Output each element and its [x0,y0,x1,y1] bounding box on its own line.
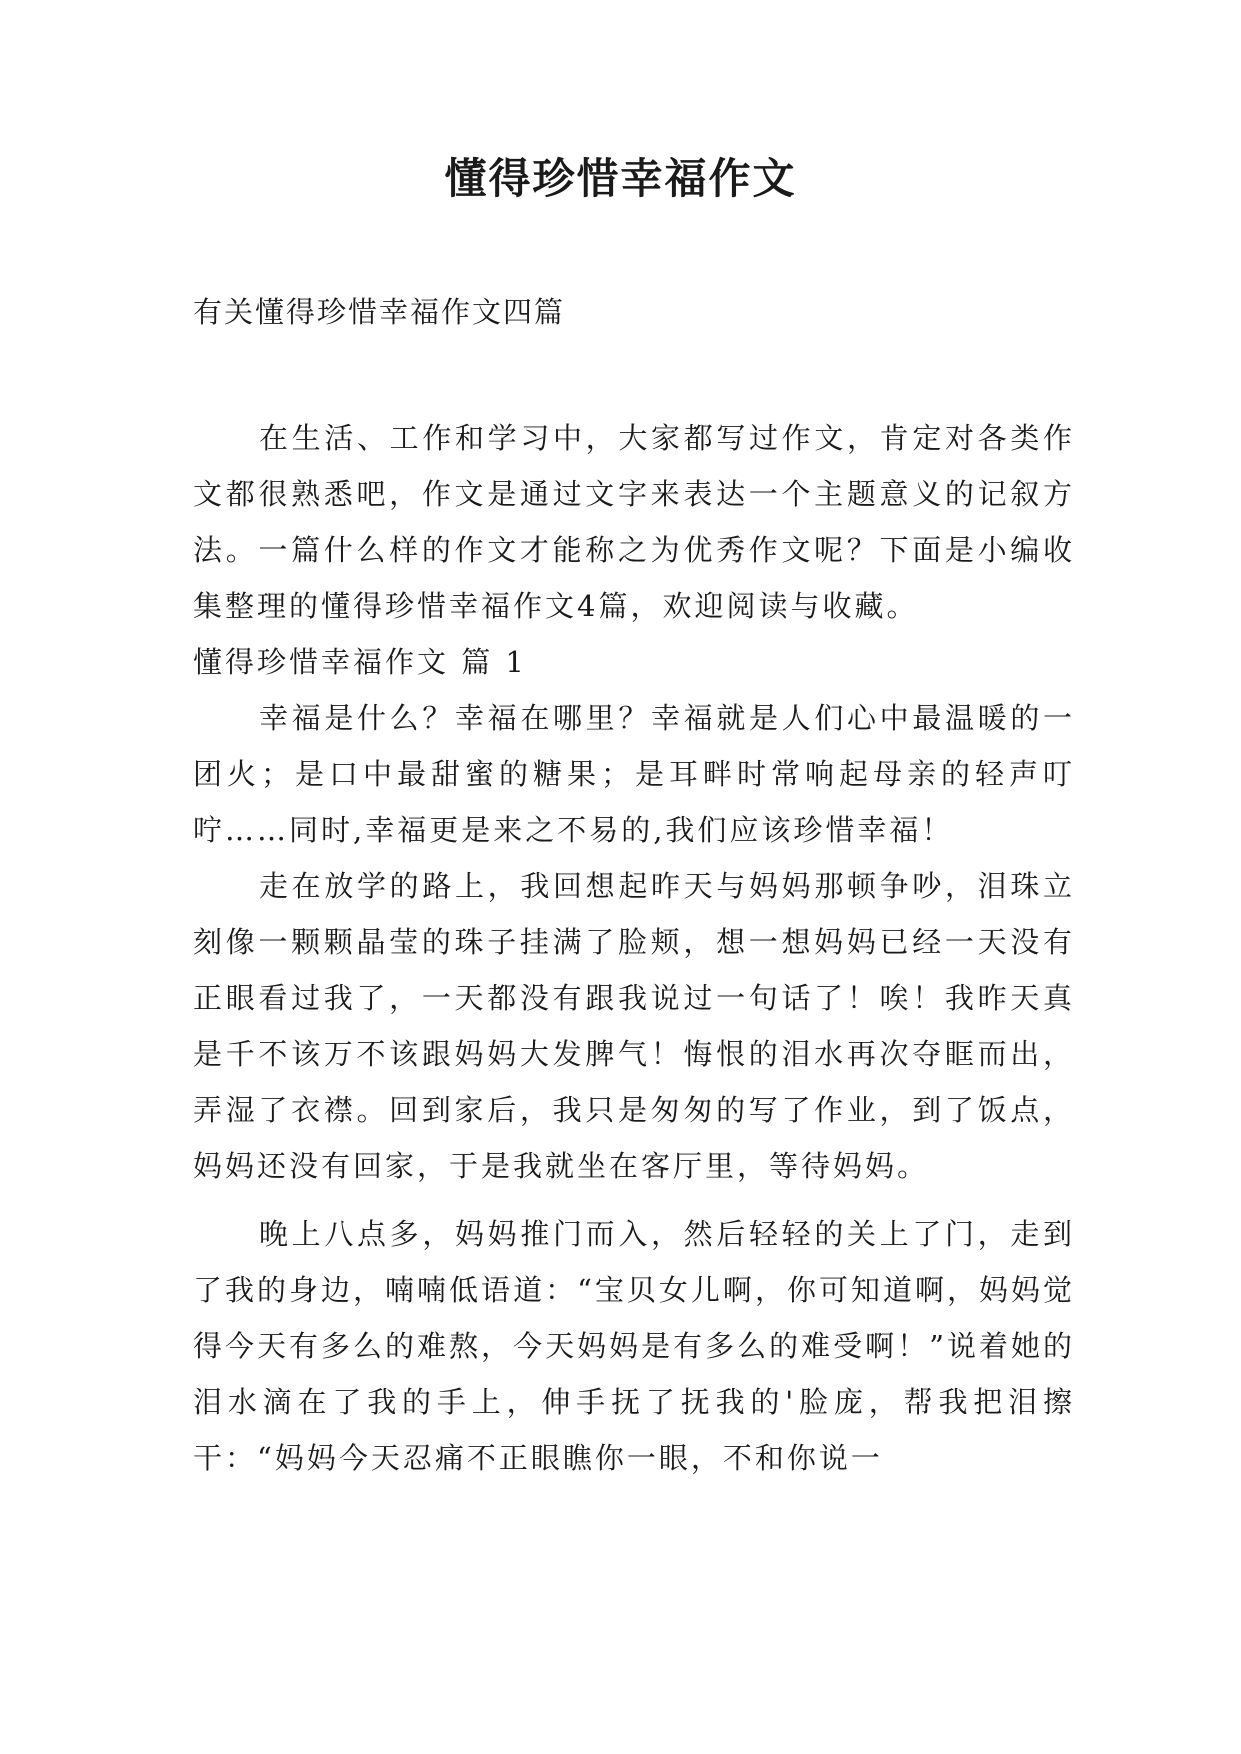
document-body [193,410,1075,1486]
body-paragraph: 走在放学的路上，我回想起昨天与妈妈那顿争吵，泪珠立刻像一颗颗晶莹的珠子挂满了脸颊，想一想妈妈已经一天没有正眼看过我了，一天都没有跟我说过一句话了！唉！我昨天真是千不该万不该跟妈妈大发脾气！悔恨的泪水再次夺眶而出，弄湿了衣襟。回到家后，我只是匆匆的写了作业，到了饭点，妈妈还没有回家，于是我就坐在客厅里，等待妈妈。 [193,869,1075,1183]
body-paragraph: 幸福是什么？幸福在哪里？幸福就是人们心中最温暖的一团火；是口中最甜蜜的糖果；是耳畔时常响起母亲的轻声叮咛……同时,幸福更是来之不易的,我们应该珍惜幸福！ [193,701,1075,847]
section-heading: 懂得珍惜幸福作文 篇 1 [193,645,527,679]
document-subtitle: 有关懂得珍惜幸福作文四篇 [193,295,566,329]
intro-paragraph: 在生活、工作和学习中，大家都写过作文，肯定对各类作文都很熟悉吧，作文是通过文字来表达一个主题意义的记叙方法。一篇什么样的作文才能称之为优秀作文呢？下面是小编收集整理的懂得珍惜幸福作文4篇，欢迎阅读与收藏。 [193,421,1075,623]
document-title: 懂得珍惜幸福作文 [444,154,797,203]
body-paragraph: 晚上八点多，妈妈推门而入，然后轻轻的关上了门，走到了我的身边，喃喃低语道：“宝贝女儿啊，你可知道啊，妈妈觉得今天有多么的难熬，今天妈妈是有多么的难受啊！”说着她的泪水滴在了我的手上，伸手抚了抚我的'脸庞，帮我把泪擦干：“妈妈今天忍痛不正眼瞧你一眼，不和你说一 [193,1217,1075,1475]
